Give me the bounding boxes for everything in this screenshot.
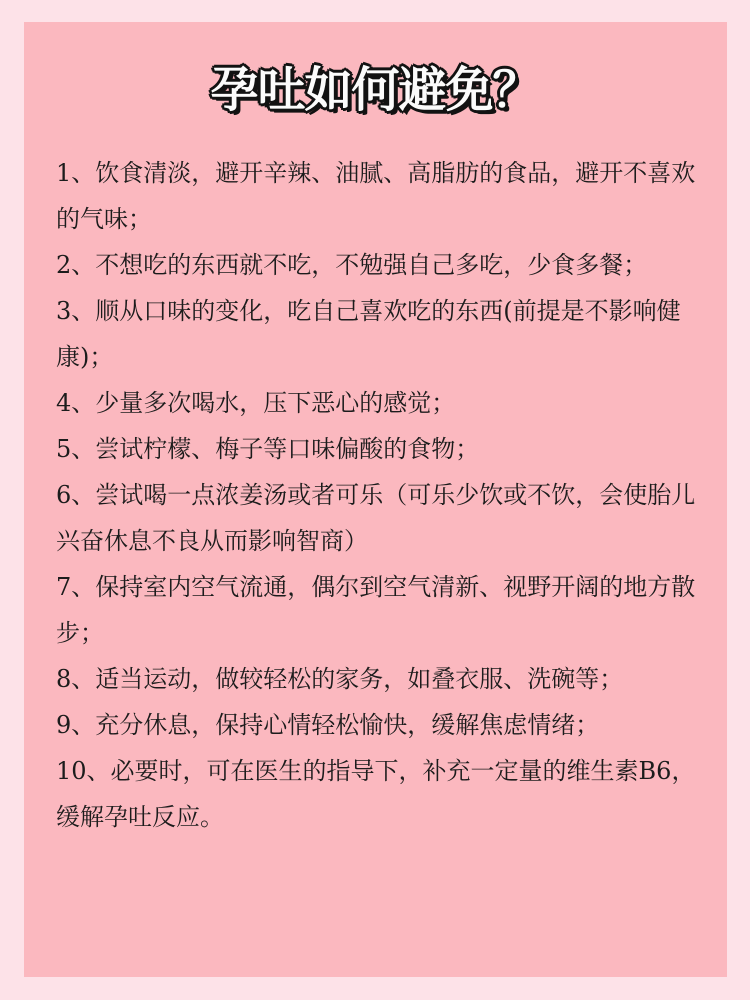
tips-list — [56, 150, 706, 840]
list-item: 2、不想吃的东西就不吃，不勉强自己多吃，少食多餐； — [56, 251, 648, 279]
list-item: 8、适当运动，做较轻松的家务，如叠衣服、洗碗等； — [56, 665, 624, 693]
list-item: 3、顺从口味的变化，吃自己喜欢吃的东西(前提是不影响健康)； — [56, 297, 681, 371]
list-item: 9、充分休息，保持心情轻松愉快，缓解焦虑情绪； — [56, 711, 600, 739]
list-item: 4、少量多次喝水，压下恶心的感觉； — [56, 389, 456, 417]
list-item: 7、保持室内空气流通，偶尔到空气清新、视野开阔的地方散步； — [56, 573, 696, 647]
list-item: 1、饮食清淡，避开辛辣、油腻、高脂肪的食品，避开不喜欢的气味； — [56, 159, 696, 233]
list-item: 10、必要时，可在医生的指导下，补充一定量的维生素B6，缓解孕吐反应。 — [56, 757, 696, 831]
list-item: 5、尝试柠檬、梅子等口味偏酸的食物； — [56, 435, 480, 463]
page-title: 孕吐如何避免？ — [210, 62, 540, 119]
list-item: 6、尝试喝一点浓姜汤或者可乐（可乐少饮或不饮，会使胎儿兴奋休息不良从而影响智商） — [56, 481, 696, 555]
